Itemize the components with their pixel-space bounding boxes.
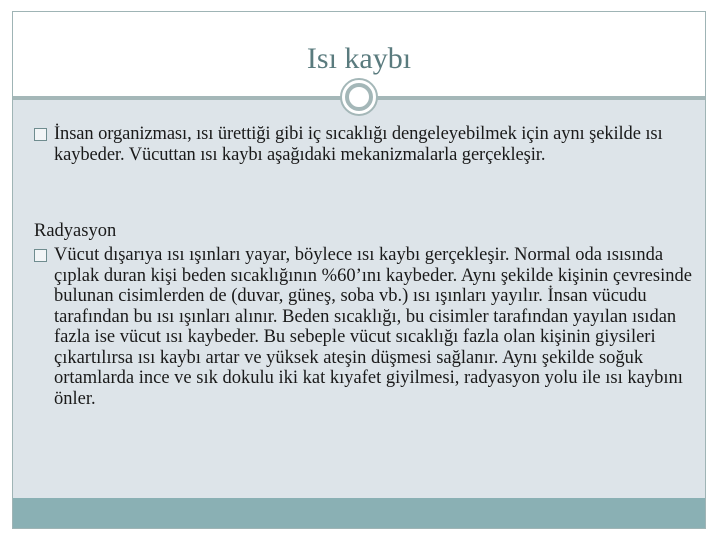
ring-icon bbox=[340, 78, 378, 116]
ring-inner bbox=[345, 83, 373, 111]
bullet-text-radyasyon: Vücut dışarıya ısı ışınları yayar, böylece ısı kaybı gerçekleşir. Normal oda ısısında çıplak duran kişi beden sıcaklığının %60’ını kaybeder. Aynı şekilde kişinin çevresinde bulunan cisimlerden de (duvar, güneş, soba vb.) ısı ışınları yayılır. İnsan vücudu tarafından bu ısı ışınları alınır. Beden sıcaklığı, bu cisimler tarafından yayılan ısıdan fazla ise vücut ısı kaybeder. Bu sebeple vücut sıcaklığı fazla olan kişinin giysileri çıkartılırsa ısı kaybı artar ve yüksek ateşin düşmesi sağlanır. Aynı şekilde soğuk ortamlarda ince ve sık dokulu iki kat kıyafet giyilmesi, radyasyon yolu ile ısı kaybını önler. bbox=[54, 245, 692, 409]
section-heading: Radyasyon bbox=[34, 221, 117, 241]
bullet-paragraph-radyasyon bbox=[34, 245, 694, 409]
bullet-paragraph-intro bbox=[34, 124, 694, 165]
bullet-text-intro: İnsan organizması, ısı ürettiği gibi iç sıcaklığı dengeleyebilmek için aynı şekilde ısı kaybeder. Vücuttan ısı kaybı aşağıdaki mekanizmalarla gerçekleşir. bbox=[54, 124, 663, 165]
content-block-radyasyon bbox=[34, 245, 694, 409]
square-bullet-icon bbox=[34, 128, 47, 141]
content-block-intro bbox=[34, 124, 694, 165]
slide-title: Isı kaybı bbox=[306, 42, 412, 75]
square-bullet-icon bbox=[34, 249, 47, 262]
bottom-bar bbox=[13, 498, 705, 528]
